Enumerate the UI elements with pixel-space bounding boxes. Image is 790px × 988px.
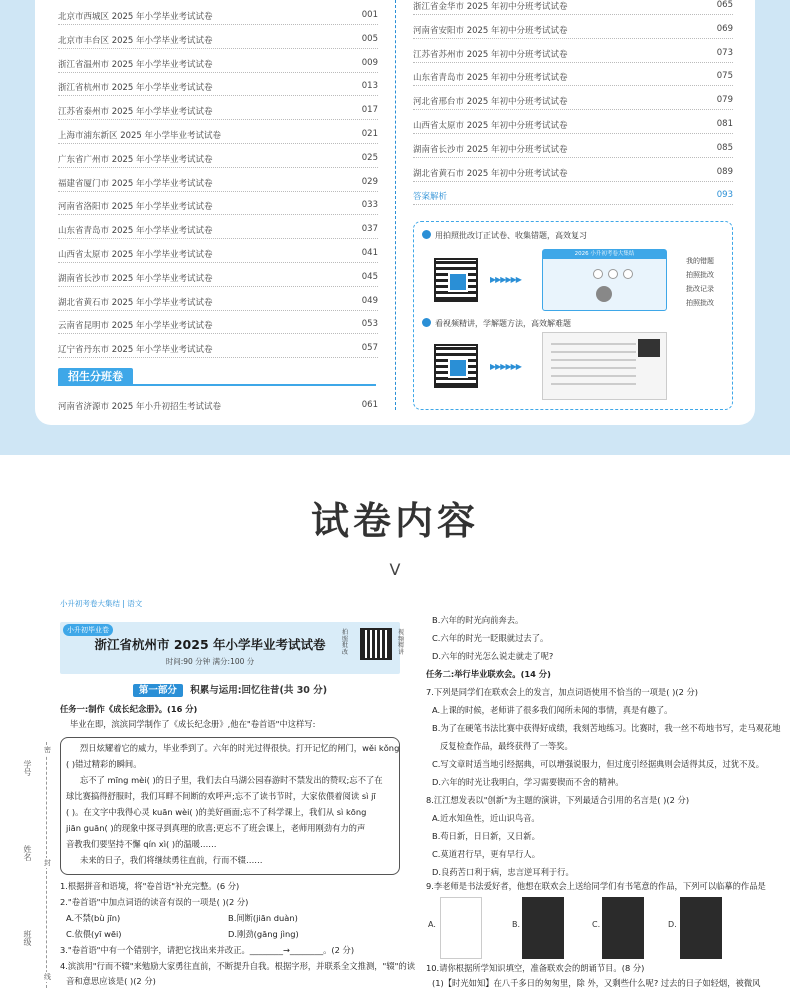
exam-title-box — [60, 622, 405, 674]
toc-entry[interactable] — [413, 113, 733, 137]
arrow-icons: ▶▶▶▶▶▶ — [490, 362, 521, 371]
promo-line-photo: 用拍照批改订正试卷、收集错题，高效复习 — [435, 231, 587, 240]
option: D.良药苦口利于病，忠言逆耳利于行。 — [432, 867, 574, 877]
exam-title: 浙江省杭州市 2025 年小学毕业考试试卷 — [94, 637, 326, 652]
app-promo-box — [413, 221, 733, 410]
option: B.间断(jiān duàn) — [228, 913, 298, 923]
toc-entry[interactable] — [58, 290, 378, 314]
toc-entry[interactable] — [58, 75, 378, 99]
video-icon — [422, 318, 431, 327]
teacher-thumbnail — [638, 339, 660, 357]
toc-entry-page: 013 — [361, 81, 378, 92]
option: C.写文章时适当地引经据典，可以增强说服力，但过度引经据典则会适得其反，过犹不及。 — [432, 759, 765, 769]
toc-entry-title: 河北省邢台市 2025 年初中分班考试试卷 — [413, 97, 568, 108]
passage-line: 忘不了 mīng mèi( )的日子里，我们去白马湖公园春游时不禁发出的赞叹;忘不了在 — [80, 775, 383, 785]
passage-line: ( )。在文字中我得心灵 kuān wèi( )的美好画面;忘不了科学课上，我们从 sì kōng — [66, 807, 367, 817]
toc-entry-page: 089 — [716, 166, 733, 177]
video-preview — [542, 332, 667, 400]
toc-entry-page: 085 — [716, 142, 733, 153]
passage-line: ( )错过精彩的瞬间。 — [66, 759, 142, 769]
toc-entry-title: 山东省青岛市 2025 年小学毕业考试试卷 — [58, 226, 213, 237]
toc-entry-title: 福建省厦门市 2025 年小学毕业考试试卷 — [58, 178, 213, 189]
toc-entry-page: 061 — [361, 400, 378, 410]
task-heading: 任务一:制作《成长纪念册》。(16 分) — [60, 704, 198, 714]
toc-entry-page: 009 — [361, 57, 378, 68]
option-label: A. — [428, 920, 436, 929]
toc-divider — [395, 0, 396, 410]
toc-entry-title: 山东省青岛市 2025 年初中分班考试试卷 — [413, 73, 568, 84]
calligraphy-image-c — [602, 897, 644, 959]
section-tag — [58, 368, 376, 386]
toc-entry[interactable] — [413, 0, 733, 18]
toc-entry[interactable] — [58, 313, 378, 337]
toc-entry-title: 浙江省温州市 2025 年小学毕业考试试卷 — [58, 59, 213, 70]
qr-code-video[interactable] — [434, 344, 478, 388]
toc-entry-title: 浙江省杭州市 2025 年小学毕业考试试卷 — [58, 83, 213, 94]
feature-label: 拍照批改 — [686, 271, 714, 279]
toc-entry[interactable] — [58, 123, 378, 147]
toc-entry-answers[interactable] — [413, 184, 733, 208]
margin-label: 姓名 — [23, 845, 32, 861]
question: 7.下列是同学们在联欢会上的发言，加点词语使用不恰当的一项是( )(2 分) — [426, 687, 699, 697]
toc-entry-title: 北京市西城区 2025 年小学毕业考试试卷 — [58, 12, 213, 22]
section-label: 招生分班卷 — [58, 368, 133, 386]
qr-side-label: 视频精讲 — [398, 629, 405, 656]
exam-subtitle: 时间:90 分钟 满分:100 分 — [165, 657, 255, 666]
passage-line: 未来的日子，我们将继续勇往直前，行而不辍…… — [80, 855, 263, 865]
option-label: D. — [668, 920, 677, 929]
toc-entry[interactable] — [58, 99, 378, 123]
toc-entry-page: 081 — [716, 119, 733, 129]
passage-line: 球比赛搞得舒服时，我们耳畔不间断的欢呼声;忘不了读书节时，大家依偎着阅读 sì jī — [66, 791, 376, 801]
toc-entry[interactable] — [58, 52, 378, 76]
section-heading: 试卷内容 — [310, 499, 479, 543]
exam-running-header: 小升初考卷大集结 | 语文 — [60, 599, 143, 608]
toc-entry-page: 001 — [361, 10, 378, 20]
toc-entry-page: 069 — [716, 23, 733, 34]
feature-label: 批改记录 — [686, 285, 714, 293]
toc-entry[interactable] — [413, 65, 733, 89]
question: 4.滨滨用"行而不辍"来勉励大家勇往直前，不断提升自我。根据字形，并联系全文推测，"辍"的读 — [60, 961, 416, 971]
part-number: 第一部分 — [133, 684, 183, 697]
toc-entry-page: 049 — [361, 295, 378, 306]
passage-line: 烈日炫耀着它的威力，毕业季到了。六年的时光过得很快。打开记忆的闸门，wěi kǒng — [80, 743, 400, 753]
calligraphy-image-a — [440, 897, 482, 959]
option: B.为了在硬笔书法比赛中获得好成绩，我刻苦地练习。比赛时，我一丝不苟地书写，走马观花地 — [432, 723, 781, 733]
toc-entry-title: 北京市丰台区 2025 年小学毕业考试试卷 — [58, 35, 213, 46]
option: A.上课的时候，老师讲了很多我们闻所未闻的事情，真是有趣了。 — [432, 705, 673, 715]
toc-entry-title: 河南省洛阳市 2025 年小学毕业考试试卷 — [58, 202, 213, 213]
toc-entry[interactable] — [58, 4, 378, 28]
feature-label: 拍照批改 — [686, 299, 714, 307]
toc-entry-title: 江苏省苏州市 2025 年初中分班考试试卷 — [413, 49, 568, 60]
toc-entry-page: 029 — [361, 176, 378, 187]
part-heading — [60, 682, 400, 696]
arrow-icons: ▶▶▶▶▶▶ — [490, 275, 521, 284]
passage-line: jiān guān( )的现象中探寻到真理的欣喜;更忘不了班会课上，老师用刚劲有力的声 — [66, 823, 366, 833]
option: B.六年的时光向前奔去。 — [432, 615, 524, 625]
option: A.近水知鱼性，近山识鸟音。 — [432, 813, 540, 823]
toc-entry-title: 河南省安阳市 2025 年初中分班考试试卷 — [413, 25, 568, 36]
camera-button-icon — [596, 286, 612, 302]
toc-entry[interactable] — [58, 242, 378, 266]
toc-entry-page: 045 — [361, 271, 378, 282]
option: D.六年的时光让我明白，学习需要锲而不舍的精神。 — [432, 777, 624, 787]
seal-mark: 封 — [44, 859, 51, 867]
toc-entry-page: 021 — [361, 129, 378, 139]
question: 2."卷首语"中加点词语的读音有误的一项是( )(2 分) — [60, 897, 249, 907]
toc-entry-page: 057 — [361, 343, 378, 354]
toc-entry-title: 辽宁省丹东市 2025 年小学毕业考试试卷 — [58, 345, 213, 356]
question: 8.江江想发表以"创新"为主题的演讲，下列最适合引用的名言是( )(2 分) — [426, 795, 690, 805]
exam-qr-code[interactable] — [360, 628, 392, 660]
toc-entry-title: 云南省昆明市 2025 年小学毕业考试试卷 — [58, 321, 213, 332]
toc-entry-title: 湖南省长沙市 2025 年初中分班考试试卷 — [413, 144, 568, 155]
seal-mark: 密 — [44, 746, 51, 754]
toc-entry[interactable] — [58, 394, 378, 418]
toc-entry-title: 湖南省长沙市 2025 年小学毕业考试试卷 — [58, 273, 213, 284]
chevron-down-icon: V — [389, 560, 401, 579]
toc-entry[interactable] — [58, 337, 378, 361]
option: C.依偎(yī wēi) — [66, 929, 122, 939]
intro-text: 毕业在即，滨滨同学制作了《成长纪念册》,他在"卷首语"中这样写: — [70, 719, 316, 729]
question: 9.李老师是书法爱好者，他想在联欢会上送给同学们有书笔意的作品，下列可以临摹的作品是 — [426, 881, 766, 891]
option-label: C. — [592, 920, 601, 929]
toc-entry-title: 上海市浦东新区 2025 年小学毕业考试试卷 — [58, 131, 222, 141]
toc-entry-page: 025 — [361, 152, 378, 163]
toc-entry-page: 037 — [361, 224, 378, 235]
promo-line-video: 看视频精讲，学解题方法，高效解难题 — [435, 319, 571, 328]
question: (1)【时光如知】在八千多日的匆匆里，除 外，又剩些什么呢? 过去的日子如轻烟，被微风 — [432, 978, 761, 988]
toc-entry[interactable] — [413, 161, 733, 185]
option: D.刚劲(gāng jìng) — [228, 929, 299, 939]
margin-label: 班级 — [23, 930, 32, 946]
question: 音和意思应该是( )(2 分) — [66, 976, 156, 986]
toc-entry[interactable] — [413, 137, 733, 161]
exam-badge: 小升初毕业卷 — [63, 624, 113, 636]
toc-entry-page: 041 — [361, 248, 378, 258]
toc-entry[interactable] — [58, 147, 378, 171]
toc-entry-page: 065 — [716, 0, 733, 10]
option: 反复检查作品，最终获得了一等奖。 — [440, 741, 573, 751]
toc-entry-page: 093 — [716, 190, 733, 200]
toc-entry-title: 山西省太原市 2025 年初中分班考试试卷 — [413, 121, 568, 131]
phone-mockup — [542, 249, 667, 311]
calligraphy-image-d — [680, 897, 722, 959]
toc-entry-title: 浙江省金华市 2025 年初中分班考试试卷 — [413, 2, 568, 12]
option-label: B. — [512, 920, 521, 929]
toc-entry-page: 079 — [716, 95, 733, 106]
toc-entry[interactable] — [58, 171, 378, 195]
toc-entry-page: 005 — [361, 33, 378, 44]
calligraphy-image-b — [522, 897, 564, 959]
seal-mark: 线 — [44, 973, 51, 981]
phone-header: 2026 小升初考卷大集结 — [543, 250, 666, 259]
passage-line: 音教我们要坚持不懈 qín xì( )的温暖…… — [66, 839, 217, 849]
option: C.六年的时光一眨眼就过去了。 — [432, 633, 549, 643]
qr-code-photo[interactable] — [434, 258, 478, 302]
part-title: 积累与运用:回忆往昔(共 30 分) — [190, 685, 328, 696]
toc-entry[interactable] — [58, 266, 378, 290]
question: 1.根据拼音和语境，将"卷首语"补充完整。(6 分) — [60, 881, 240, 891]
option: A.不禁(bù jīn) — [66, 913, 121, 923]
toc-entry[interactable] — [58, 218, 378, 242]
option: D.六年的时光怎么说走就走了呢? — [432, 651, 554, 661]
toc-entry-title: 广东省广州市 2025 年小学毕业考试试卷 — [58, 154, 213, 165]
camera-icon — [422, 230, 431, 239]
toc-entry[interactable] — [413, 18, 733, 42]
toc-entry-page: 075 — [716, 71, 733, 82]
toc-entry[interactable] — [58, 28, 378, 52]
option: C.莫道君行早，更有早行人。 — [432, 849, 540, 859]
toc-entry-title: 答案解析 — [413, 192, 448, 202]
feature-label: 我的错题 — [686, 257, 714, 265]
toc-entry-title: 湖北省黄石市 2025 年初中分班考试试卷 — [413, 168, 568, 179]
toc-entry-title: 江苏省泰州市 2025 年小学毕业考试试卷 — [58, 107, 213, 118]
toc-entry[interactable] — [58, 194, 378, 218]
toc-entry-title: 湖北省黄石市 2025 年小学毕业考试试卷 — [58, 297, 213, 308]
toc-entry-title: 山西省太原市 2025 年小学毕业考试试卷 — [58, 250, 213, 260]
toc-entry-page: 053 — [361, 319, 378, 330]
question: 3."卷首语"中有一个错别字，请把它找出来并改正。________→________。(2 分) — [60, 945, 355, 955]
toc-entry-page: 017 — [361, 105, 378, 116]
option: B.苟日新，日日新，又日新。 — [432, 831, 540, 841]
qr-side-label: 拍照批改 — [342, 629, 349, 656]
toc-entry-page: 073 — [716, 47, 733, 58]
question: 10.请你根据所学知识填空，准备联欢会的朗诵节目。(8 分) — [426, 963, 645, 973]
task-heading: 任务二:举行毕业联欢会。(14 分) — [426, 669, 551, 679]
toc-entry-title: 河南省济源市 2025 年小升初招生考试试卷 — [58, 402, 222, 412]
margin-label: 学号 — [23, 760, 32, 776]
toc-entry[interactable] — [413, 42, 733, 66]
toc-entry[interactable] — [413, 89, 733, 113]
toc-entry-page: 033 — [361, 200, 378, 211]
